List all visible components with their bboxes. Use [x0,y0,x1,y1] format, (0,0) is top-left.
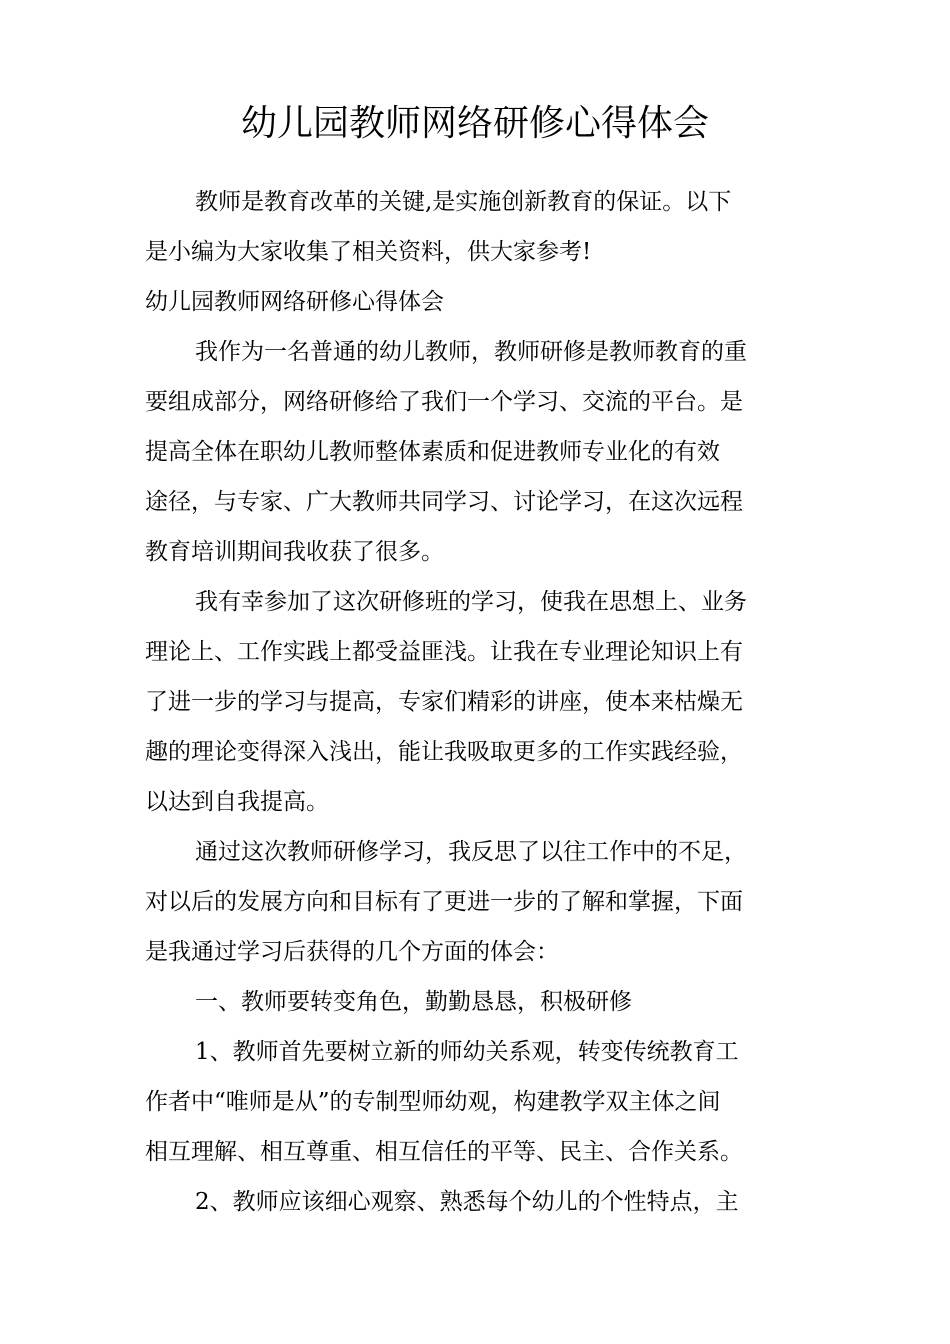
text-line: 途径，与专家、广大教师共同学习、讨论学习，在这次远程 [145,489,743,515]
paragraph-3 [145,827,845,977]
text-line: 通过这次教师研修学习，我反思了以往工作中的不足， [195,839,747,865]
text-line: 一、教师要转变角色，勤勤恳恳，积极研修 [195,989,632,1015]
section-subheading: 幼儿园教师网络研修心得体会 [145,289,444,315]
document-body [145,177,845,1227]
document-title: 幼儿园教师网络研修心得体会 [240,103,709,144]
text-line: 作者中“唯师是从”的专制型师幼观，构建教学双主体之间 [145,1089,721,1115]
text-line: 相互理解、相互尊重、相互信任的平等、民主、合作关系。 [145,1139,743,1165]
text-line: 要组成部分，网络研修给了我们一个学习、交流的平台。是 [145,389,743,415]
text-line: 是我通过学习后获得的几个方面的体会： [145,939,559,965]
paragraph-2 [145,577,845,827]
text-line: 以达到自我提高。 [145,789,329,815]
text-line: 理论上、工作实践上都受益匪浅。让我在专业理论知识上有 [145,639,743,665]
text-line: 教育培训期间我收获了很多。 [145,539,444,565]
section-heading-1 [145,977,845,1027]
text-line: 了进一步的学习与提高，专家们精彩的讲座，使本来枯燥无 [145,689,743,715]
text-line: 对以后的发展方向和目标有了更进一步的了解和掌握，下面 [145,889,743,915]
paragraph-5 [145,1177,845,1227]
text-line: 我有幸参加了这次研修班的学习，使我在思想上、业务 [195,589,747,615]
text-line: 1、教师首先要树立新的师幼关系观，转变传统教育工 [195,1039,739,1065]
paragraph-4 [145,1027,845,1177]
intro-paragraph [145,177,845,277]
text-line: 教师是教育改革的关键,是实施创新教育的保证。以下 [195,189,732,215]
text-line: 2、教师应该细心观察、熟悉每个幼儿的个性特点，主 [195,1189,739,1215]
subheading-paragraph [145,277,845,327]
text-line: 提高全体在职幼儿教师整体素质和促进教师专业化的有效 [145,439,720,465]
text-line: 趣的理论变得深入浅出，能让我吸取更多的工作实践经验， [145,739,743,765]
paragraph-1 [145,327,845,577]
text-line: 是小编为大家收集了相关资料，供大家参考! [145,239,592,265]
text-line: 我作为一名普通的幼儿教师，教师研修是教师教育的重 [195,339,747,365]
